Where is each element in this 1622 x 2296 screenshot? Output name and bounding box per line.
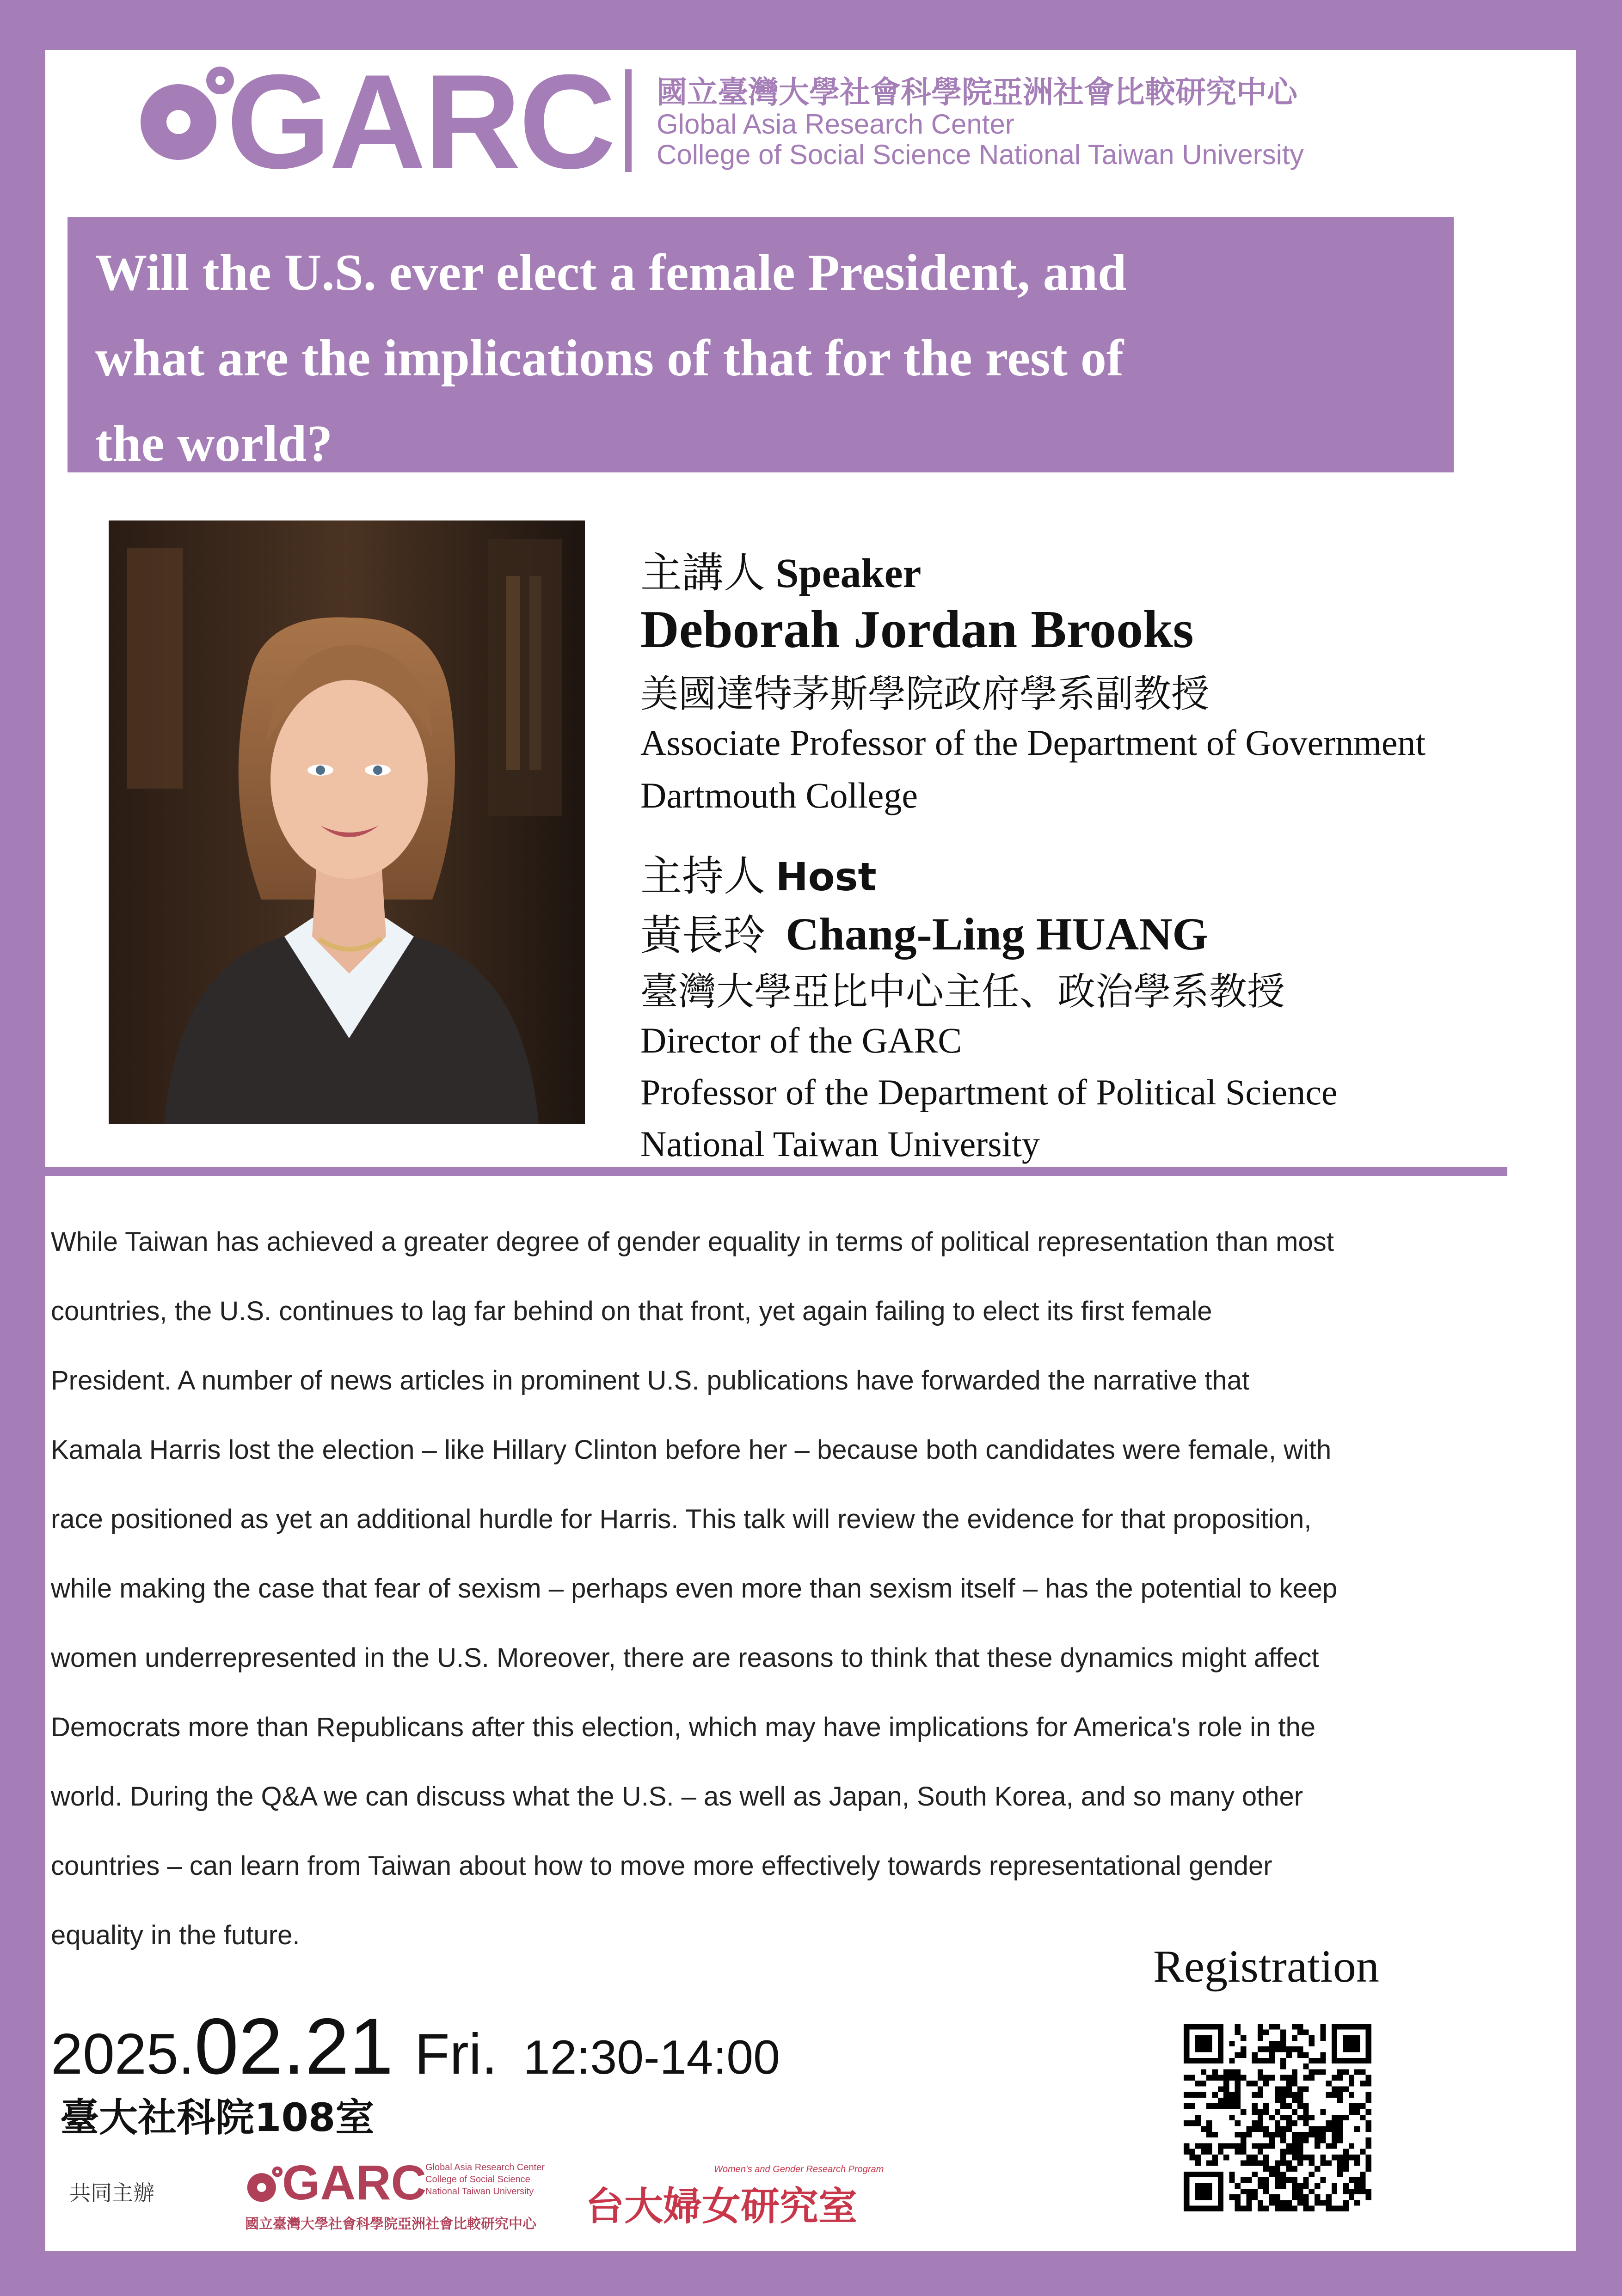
speaker-role	[640, 539, 922, 599]
abstract-line: President. A number of news articles in prominent U.S. publications have forwarded the narrative that	[51, 1365, 1250, 1396]
host-name	[640, 901, 1208, 961]
abstract-line: Democrats more than Republicans after this election, which may have implications for America's role in the	[51, 1712, 1316, 1742]
title-line-3: the world?	[95, 415, 333, 472]
host-title-en-line2: Professor of the Department of Political Science	[640, 1072, 1338, 1112]
host-role-en: Host	[775, 854, 877, 900]
host-role	[640, 842, 877, 902]
abstract-line: while making the case that fear of sexism – perhaps even more than sexism itself – has the potential to keep	[51, 1574, 1338, 1604]
abstract-line: countries, the U.S. continues to lag far behind on that front, yet again failing to elect its first female	[51, 1296, 1212, 1326]
wgrp-logo: 台大婦女研究室	[585, 2183, 858, 2229]
speaker-photo	[109, 520, 585, 1124]
garc-logo-icon	[140, 66, 235, 161]
registration-label: Registration	[1153, 1941, 1379, 1992]
host-name-zh: 黃長玲	[640, 911, 765, 960]
event-year: 2025.	[51, 2022, 195, 2086]
abstract	[51, 1207, 1530, 1970]
speaker-title-en-line2: Dartmouth College	[640, 775, 918, 815]
host-title-zh: 臺灣大學亞比中心主任、政治學系教授	[640, 970, 1285, 1014]
logo-wordmark: GARC	[227, 47, 614, 196]
logo-divider	[625, 69, 632, 172]
abstract-line: world. During the Q&A we can discuss what the U.S. – as well as Japan, South Korea, and so many other	[51, 1782, 1303, 1812]
host-name-en: Chang-Ling HUANG	[786, 908, 1209, 960]
abstract-line: Kamala Harris lost the election – like Hillary Clinton before her – because both candidates were female, with	[51, 1435, 1332, 1465]
speaker-title-zh: 美國達特茅斯學院政府學系副教授	[640, 672, 1210, 716]
co-organizer-label: 共同主辦	[69, 2180, 154, 2205]
garc-small-en-line3: National Taiwan University	[425, 2186, 534, 2197]
abstract-line: race positioned as yet an additional hurdle for Harris. This talk will review the evidence for that proposition,	[51, 1504, 1312, 1534]
org-name-zh: 國立臺灣大學社會科學院亞洲社會比較研究中心	[657, 74, 1297, 110]
title-line-1: Will the U.S. ever elect a female President, and	[95, 244, 1127, 301]
event-time: 12:30-14:00	[523, 2031, 780, 2084]
garc-small-logo-icon	[247, 2166, 283, 2202]
speaker-role-en: Speaker	[775, 551, 922, 596]
host-title-en-line3: National Taiwan University	[640, 1124, 1040, 1164]
speaker-title-en-line1: Associate Professor of the Department of Government	[640, 722, 1426, 763]
section-divider	[42, 1167, 1507, 1176]
title-band	[68, 217, 1454, 472]
garc-small-en-line1: Global Asia Research Center	[425, 2162, 545, 2173]
registration-qr-code[interactable]	[1184, 2024, 1371, 2211]
event-location: 臺大社科院108室	[60, 2095, 375, 2140]
wgrp-name-en: Women's and Gender Research Program	[714, 2164, 884, 2174]
abstract-line: countries – can learn from Taiwan about how to move more effectively towards representational gender	[51, 1851, 1272, 1881]
abstract-line: women underrepresented in the U.S. Moreover, there are reasons to think that these dynamics might affect	[51, 1643, 1319, 1673]
org-name-en-line1: Global Asia Research Center	[657, 109, 1014, 140]
garc-small-en-line2: College of Social Science	[425, 2174, 530, 2185]
host-title-en-line1: Director of the GARC	[640, 1020, 962, 1060]
event-weekday: Fri.	[414, 2022, 498, 2086]
speaker-name: Deborah Jordan Brooks	[640, 600, 1194, 659]
abstract-line: equality in the future.	[51, 1920, 300, 1950]
abstract-line: While Taiwan has achieved a greater degree of gender equality in terms of political representation than most	[51, 1227, 1334, 1257]
org-name-en-line2: College of Social Science National Taiwan University	[657, 139, 1304, 170]
title-line-2: what are the implications of that for the rest of	[95, 330, 1124, 387]
host-role-zh: 主持人	[640, 852, 765, 900]
event-date	[51, 2001, 780, 2092]
garc-small-zh: 國立臺灣大學社會科學院亞洲社會比較研究中心	[245, 2216, 536, 2232]
speaker-role-zh: 主講人	[640, 549, 765, 597]
garc-small-wordmark: GARC	[282, 2155, 427, 2210]
event-month-day: 02.21	[194, 2002, 393, 2091]
